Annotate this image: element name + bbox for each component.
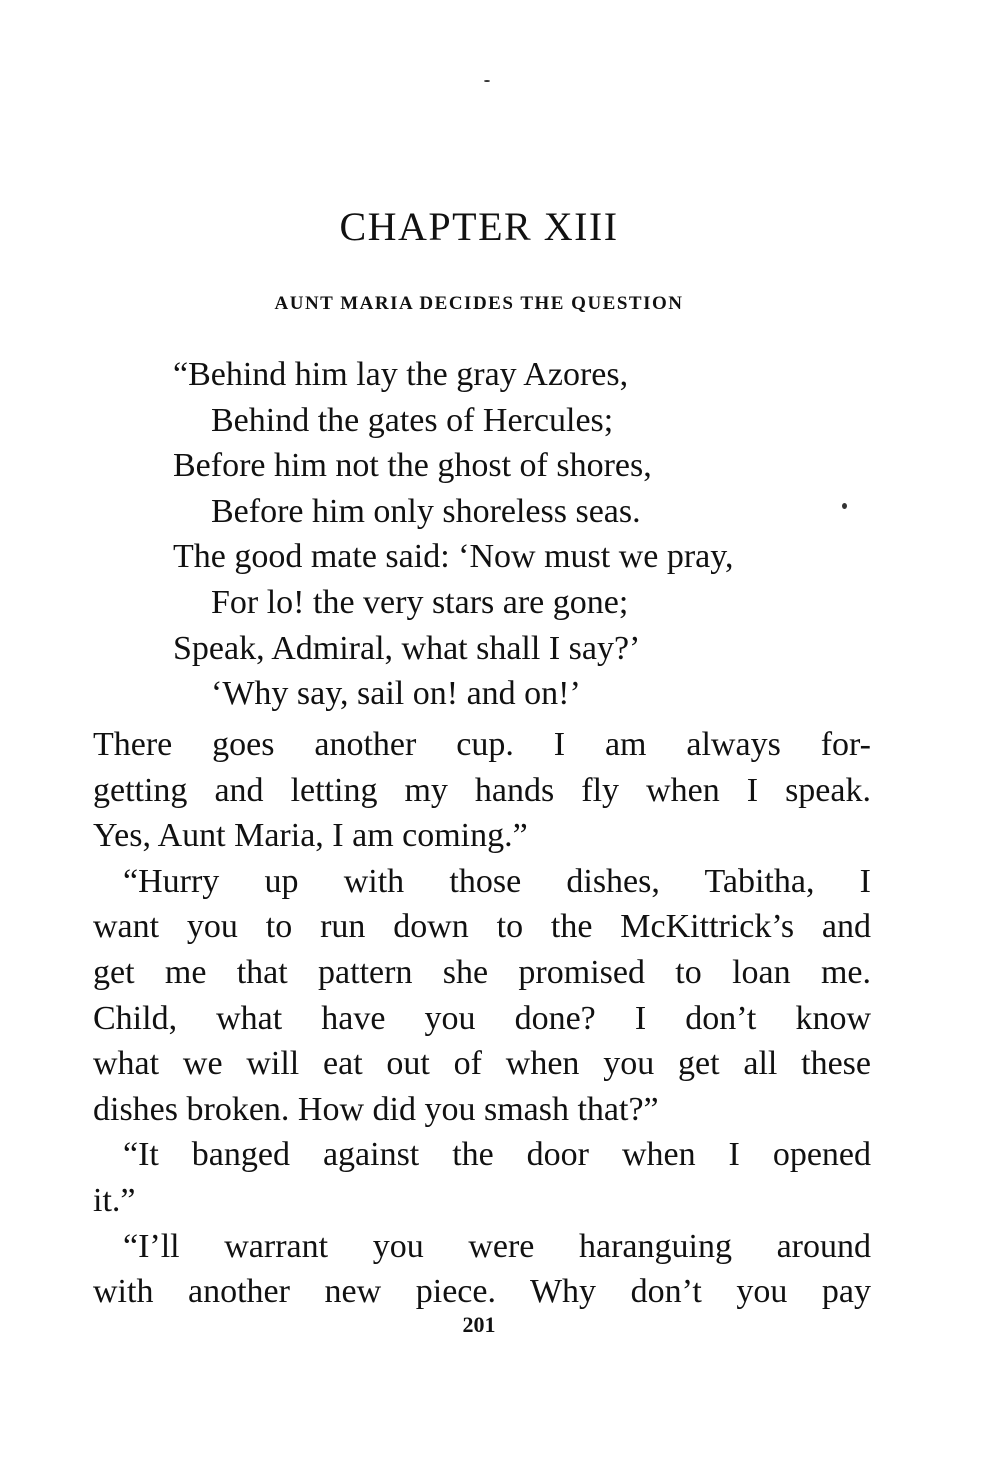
- ink-speck: [484, 80, 490, 82]
- page-number: 201: [462, 1312, 496, 1337]
- poem-line: “Behind him lay the gray Azores,: [173, 356, 629, 393]
- text-line: getting and letting my hands fly when I speak.: [93, 771, 871, 809]
- poem-line: Before him not the ghost of shores,: [173, 447, 652, 485]
- text-line: Child, what have you done? I don’t know: [93, 999, 871, 1037]
- text-line: want you to run down to the McKittrick’s and: [93, 908, 871, 946]
- text-line: Yes, Aunt Maria, I am coming.”: [93, 817, 528, 855]
- poem-line: Behind the gates of Hercules;: [211, 401, 614, 439]
- chapter-title: CHAPTER XIII: [339, 204, 619, 249]
- text-line: what we will eat out of when you get all these: [93, 1045, 871, 1083]
- text-line: get me that pattern she promised to loan me.: [93, 953, 871, 991]
- chapter-subtitle: AUNT MARIA DECIDES THE QUESTION: [274, 293, 684, 314]
- poem-line: For lo! the very stars are gone;: [211, 583, 629, 621]
- poem-line: Speak, Admiral, what shall I say?’: [173, 629, 641, 667]
- text-line: “I’ll warrant you were haranguing around: [123, 1227, 871, 1265]
- text-line: it.”: [93, 1181, 136, 1219]
- text-line: “It banged against the door when I opened: [123, 1136, 871, 1174]
- text-line: “Hurry up with those dishes, Tabitha, I: [123, 862, 871, 900]
- poem-quotation: [173, 352, 893, 717]
- poem-line: ‘Why say, sail on! and on!’: [211, 675, 581, 713]
- poem-line: The good mate said: ‘Now must we pray,: [173, 538, 734, 576]
- poem-line: Before him only shoreless seas.: [211, 492, 641, 530]
- text-line: with another new piece. Why don’t you pay: [93, 1273, 871, 1311]
- text-line: There goes another cup. I am always for-: [93, 726, 871, 763]
- text-line: dishes broken. How did you smash that?”: [93, 1090, 659, 1128]
- body-text: [93, 722, 871, 1315]
